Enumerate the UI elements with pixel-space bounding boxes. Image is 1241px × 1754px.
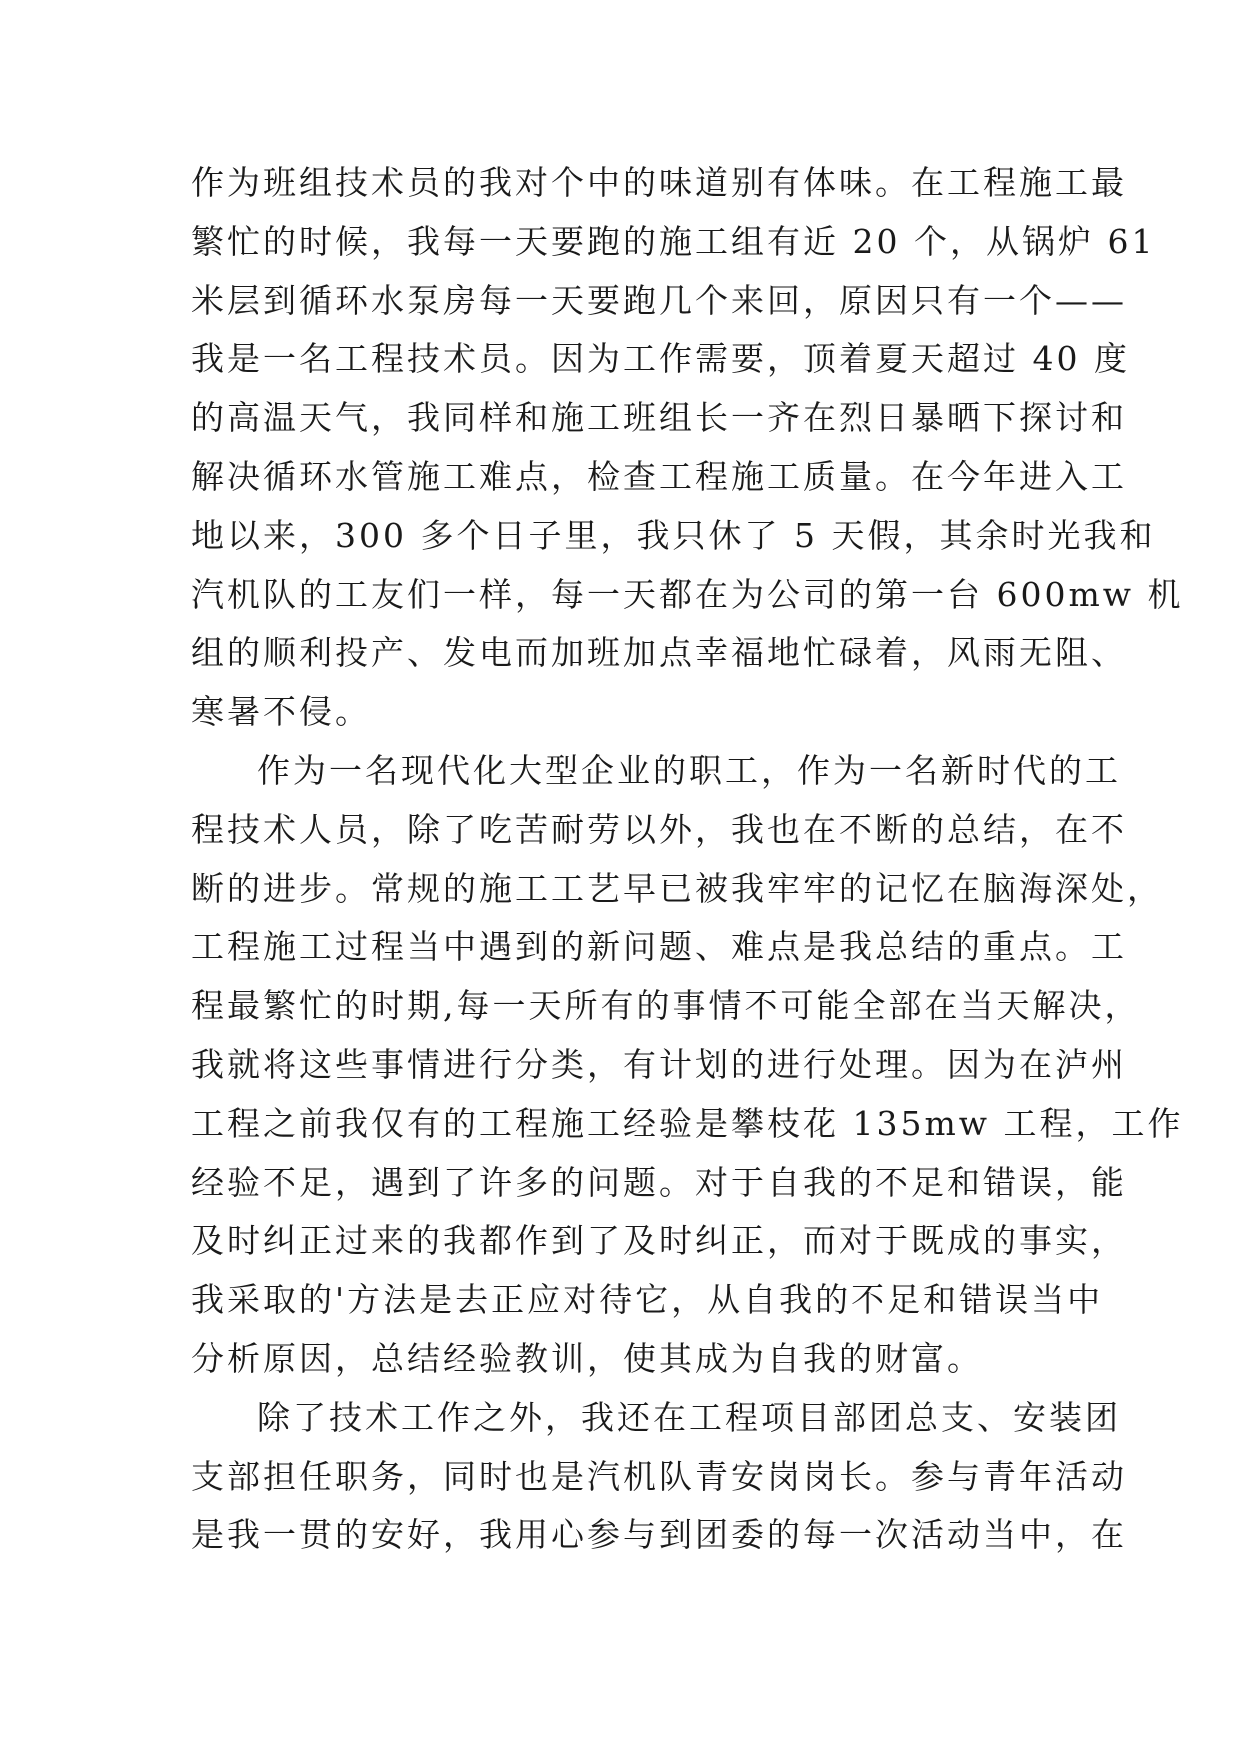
text-line: 及时纠正过来的我都作到了及时纠正，而对于既成的事实， (191, 1221, 1127, 1261)
text-line: 分析原因，总结经验教训，使其成为自我的财富。 (191, 1338, 983, 1378)
text-line: 工程施工过程当中遇到的新问题、难点是我总结的重点。工 (191, 927, 1127, 967)
text-line: 工程之前我仅有的工程施工经验是攀枝花 135mw 工程，工作 (191, 1103, 1184, 1143)
text-line: 我是一名工程技术员。因为工作需要，顶着夏天超过 40 度 (191, 339, 1130, 379)
text-line: 是我一贯的安好，我用心参与到团委的每一次活动当中，在 (191, 1515, 1127, 1555)
text-line: 繁忙的时候，我每一天要跑的施工组有近 20 个，从锅炉 61 (191, 221, 1156, 261)
text-line: 支部担任职务，同时也是汽机队青安岗岗长。参与青年活动 (191, 1456, 1127, 1496)
text-line: 寒暑不侵。 (191, 692, 371, 732)
text-line: 汽机队的工友们一样，每一天都在为公司的第一台 600mw 机 (191, 574, 1184, 614)
text-line: 作为班组技术员的我对个中的味道别有体味。在工程施工最 (191, 163, 1127, 202)
text-line: 解决循环水管施工难点，检查工程施工质量。在今年进入工 (191, 456, 1127, 496)
text-line: 的高温天气，我同样和施工班组长一齐在烈日暴晒下探讨和 (191, 398, 1127, 438)
body-text (191, 154, 1184, 1565)
text-line: 我采取的'方法是去正应对待它，从自我的不足和错误当中 (191, 1280, 1104, 1320)
text-line: 经验不足，遇到了许多的问题。对于自我的不足和错误，能 (191, 1162, 1127, 1202)
text-line: 我就将这些事情进行分类，有计划的进行处理。因为在泸州 (191, 1044, 1127, 1084)
text-line: 米层到循环水泵房每一天要跑几个来回，原因只有一个—— (191, 280, 1127, 320)
paragraph-first-line: 作为一名现代化大型企业的职工，作为一名新时代的工 (257, 750, 1121, 790)
text-line: 组的顺利投产、发电而加班加点幸福地忙碌着，风雨无阻、 (191, 633, 1127, 673)
text-line: 断的进步。常规的施工工艺早已被我牢牢的记忆在脑海深处， (191, 868, 1163, 908)
text-line: 程最繁忙的时期,每一天所有的事情不可能全部在当天解决， (191, 986, 1141, 1026)
text-line: 程技术人员，除了吃苦耐劳以外，我也在不断的总结，在不 (191, 809, 1127, 849)
paragraph-first-line: 除了技术工作之外，我还在工程项目部团总支、安装团 (257, 1397, 1121, 1437)
text-line: 地以来，300 多个日子里，我只休了 5 天假，其余时光我和 (191, 515, 1156, 555)
